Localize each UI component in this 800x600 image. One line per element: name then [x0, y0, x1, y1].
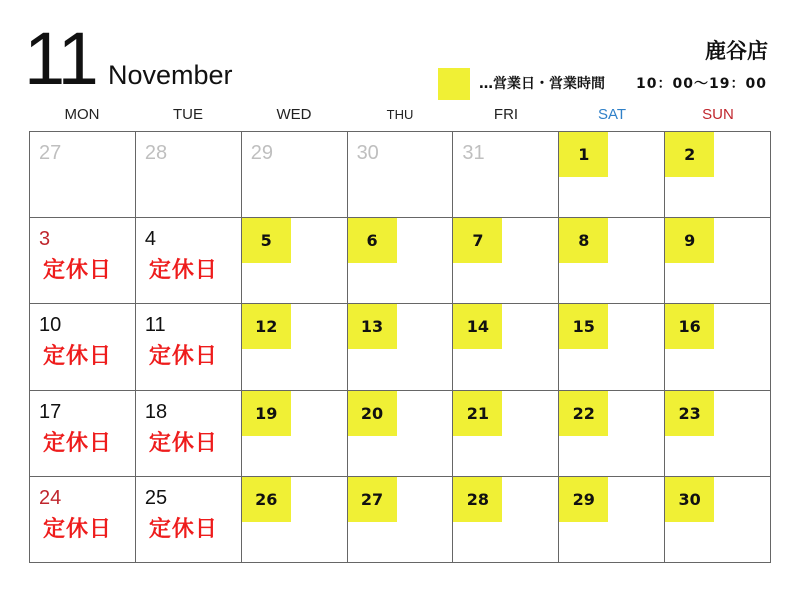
day-cell[interactable] [348, 391, 454, 477]
day-cell[interactable] [665, 304, 771, 390]
open-day-number: 8 [559, 218, 608, 263]
day-cell[interactable] [136, 218, 242, 304]
month-name: November [108, 60, 233, 90]
weekday-sat: SAT [597, 106, 627, 123]
day-cell[interactable] [242, 477, 348, 563]
open-day-number: 13 [348, 304, 397, 349]
closed-day-label: 定休日 [148, 344, 218, 370]
open-day-number: 28 [453, 477, 502, 522]
day-cell[interactable] [242, 304, 348, 390]
day-cell[interactable] [136, 477, 242, 563]
day-cell[interactable] [453, 477, 559, 563]
open-day-number: 2 [665, 132, 714, 177]
weekday-sun: SUN [702, 106, 734, 123]
closed-day-number: 25 [144, 486, 168, 509]
day-cell[interactable] [559, 132, 665, 218]
weekday-thu: THU [386, 107, 414, 122]
legend-label: …営業日・営業時間 [479, 76, 605, 92]
day-cell[interactable] [30, 391, 136, 477]
day-cell[interactable] [136, 132, 242, 218]
closed-day-label: 定休日 [148, 258, 218, 284]
open-day-number: 9 [665, 218, 714, 263]
day-cell[interactable] [559, 391, 665, 477]
day-cell[interactable] [30, 218, 136, 304]
day-cell[interactable] [559, 477, 665, 563]
outside-month-day-number: 30 [356, 142, 379, 164]
closed-day-number: 3 [39, 228, 51, 251]
open-day-number: 22 [559, 391, 608, 436]
day-cell[interactable] [136, 304, 242, 390]
weekday-header [29, 104, 771, 126]
open-day-number: 16 [665, 304, 714, 349]
day-cell[interactable] [665, 132, 771, 218]
open-day-number: 1 [559, 132, 608, 177]
open-day-number: 23 [665, 391, 714, 436]
day-cell[interactable] [665, 477, 771, 563]
open-day-number: 7 [453, 218, 502, 263]
closed-day-number: 10 [39, 314, 62, 337]
day-cell[interactable] [453, 132, 559, 218]
open-day-number: 20 [348, 391, 397, 436]
legend-open-swatch [438, 68, 470, 100]
day-cell[interactable] [559, 218, 665, 304]
closed-day-number: 11 [144, 314, 166, 337]
day-cell[interactable] [348, 304, 454, 390]
day-cell[interactable] [348, 477, 454, 563]
open-day-number: 14 [453, 304, 502, 349]
day-cell[interactable] [453, 391, 559, 477]
open-day-number: 15 [559, 304, 608, 349]
day-cell[interactable] [453, 218, 559, 304]
day-cell[interactable] [348, 132, 454, 218]
weekday-tue: TUE [173, 106, 203, 123]
day-cell[interactable] [242, 391, 348, 477]
day-cell[interactable] [30, 132, 136, 218]
calendar-grid [29, 131, 771, 563]
day-cell[interactable] [136, 391, 242, 477]
closed-day-number: 17 [39, 400, 62, 423]
open-day-number: 27 [348, 477, 397, 522]
closed-day-label: 定休日 [148, 430, 218, 456]
open-day-number: 26 [242, 477, 291, 522]
day-cell[interactable] [559, 304, 665, 390]
outside-month-day-number: 29 [250, 142, 273, 164]
closed-day-label: 定休日 [43, 430, 113, 456]
day-cell[interactable] [348, 218, 454, 304]
weekday-wed: WED [276, 106, 312, 123]
legend-hours: 10：00～19：00 [636, 76, 767, 92]
weekday-mon: MON [64, 106, 100, 123]
open-day-number: 19 [242, 391, 291, 436]
weekday-fri: FRI [493, 106, 519, 123]
day-cell[interactable] [453, 304, 559, 390]
open-day-number: 5 [242, 218, 291, 263]
outside-month-day-number: 28 [144, 142, 168, 164]
outside-month-day-number: 27 [39, 142, 62, 164]
closed-day-number: 24 [39, 486, 62, 509]
open-day-number: 12 [242, 304, 291, 349]
day-cell[interactable] [665, 391, 771, 477]
closed-day-label: 定休日 [43, 258, 113, 284]
open-day-number: 29 [559, 477, 608, 522]
closed-day-number: 18 [144, 400, 168, 423]
day-cell[interactable] [242, 132, 348, 218]
day-cell[interactable] [665, 218, 771, 304]
store-name: 鹿谷店 [705, 39, 768, 63]
day-cell[interactable] [30, 304, 136, 390]
day-cell[interactable] [242, 218, 348, 304]
month-number: 11 [24, 17, 97, 100]
closed-day-label: 定休日 [148, 516, 218, 542]
closed-day-number: 4 [144, 228, 156, 251]
open-day-number: 6 [348, 218, 397, 263]
open-day-number: 21 [453, 391, 502, 436]
closed-day-label: 定休日 [43, 344, 113, 370]
open-day-number: 30 [665, 477, 714, 522]
closed-day-label: 定休日 [43, 516, 113, 542]
outside-month-day-number: 31 [462, 142, 485, 164]
day-cell[interactable] [30, 477, 136, 563]
